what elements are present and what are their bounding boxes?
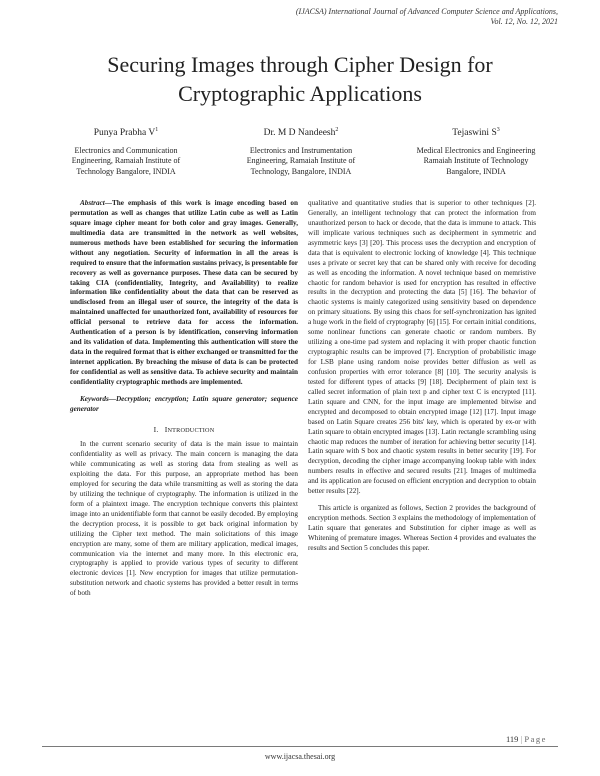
section-heading-introduction: I. INTRODUCTION bbox=[153, 424, 215, 434]
author-affiliation: Medical Electronics and Engineering bbox=[416, 145, 536, 155]
abstract-label: Abstract bbox=[80, 199, 105, 207]
author-affiliation: Bangalore, INDIA bbox=[446, 166, 506, 176]
introduction-paragraph: In the current scenario security of data is the main issue to maintain confidentiality as well as privacy. The main concern is managing the data while communicating as well as storing data from stealing as well as exploiting the data. For this purpose, an appropriate method has been employed for securing the data while transmitting as well as storing the data by utilizing the technique of cryptography. The information is utilized in the form of a plaintext image. The encryption technique converts this plaintext image into an unidentifiable form that cannot be easily decoded. By employing the decryption process, it is possible to get back original information by utilizing the Cipher text method. The main solicitations of this image encryption are many, some of them are military application, medical images, communication via the internet and many more. In this electronic era, cryptography is applied to provide various types of security to different electronic devices [1]. New encryption for images that utilize permutation-substitution network and chaotic systems has provided a better result in terms of both bbox=[70, 440, 298, 598]
author-affiliation: Engineering, Ramaiah Institute of bbox=[71, 156, 181, 166]
author-3 bbox=[392, 127, 560, 177]
author-1 bbox=[42, 127, 210, 177]
right-column bbox=[308, 199, 536, 554]
author-affiliation: Technology Bangalore, INDIA bbox=[76, 166, 176, 176]
author-affiliation: Technology, Bangalore, INDIA bbox=[250, 166, 352, 176]
paper-title bbox=[40, 51, 560, 108]
author-affiliation: Electronics and Communication bbox=[74, 145, 178, 155]
footer-url: www.ijacsa.thesai.org bbox=[264, 752, 336, 761]
abstract bbox=[70, 199, 298, 388]
author-affiliation: Electronics and Instrumentation bbox=[249, 145, 353, 155]
left-column bbox=[70, 199, 298, 599]
footer-divider bbox=[42, 746, 558, 747]
author-name: Punya Prabha $V^1$ bbox=[93, 127, 159, 139]
journal-name: (IJACSA) International Journal of Advanced Computer Science and Applications, bbox=[295, 7, 558, 16]
introduction-paragraph-continued: qualitative and quantitative studies that is superior to other techniques [2]. Generally, an intelligent technology that can protect the information from unauthorized person to hack or decode, that the data is immune to attack. This will implicate various techniques such as decipherment in symmetric and asymmetric keys [3] [20]. This process uses the decryption and encryption of data that is equivalent to electronic locking of knowledge [4]. This technique uses a private or secret key that can be shared only with receive for decoding as well as encoding the information. A novel technique based on memristive chaotic for random behavior is used for encryption has resulted in effective results in the decryption and protecting the data [5] [16]. The behavior of chaotic systems is mainly categorized using sensitivity based on dependence on primary situations. By using this chaos for self-synchronization has ignited a huge work in the field of cryptography [6] [15]. For certain initial conditions, some nonlinear functions can generate chaotic or random numbers. By utilizing a one-time pad system and replacing it with proper chaotic function cryptographic results can be improved [7]. Encryption of probabilistic image for LSB plane using random noise provides better diffusion as well as confusion properties with error tolerance [8] [10]. The security analysis is tested for different types of attacks [9] [18]. Decipherment of plain text is called secret information of plain text p and cipher text C is encrypted [11]. Latin square and CNN, for the input image are implemented bitwise and encrypted and decomposed to obtain encrypted image [12] [17]. Input image based on Latin Square creates 256 bits' key, which is operated by ex-or with Latin square to obtain encrypted images [13]. Latin rectangle scrambling using chaotic map reduces the number of iteration for achieving better security [14]. Latin square with S box and chaotic system results in better security [19]. For decryption, decoding the cipher image accompanying lookup table with index numbers results in effective and secured results [21]. Images of multimedia and its application are focused on efficient encryption and decryption to obtain better results [22]. bbox=[308, 199, 536, 496]
author-affiliation: Ramaiah Institute of Technology bbox=[423, 156, 529, 166]
keywords: Keywords—Decryption; encryption; Latin square generator; sequence generator bbox=[70, 394, 298, 413]
abstract-text: —The emphasis of this work is image encoding based on permutation as well as changes that utilize Latin cube as well as Latin square image cipher meant for both color and gray images. Generally, multimedia data are transmitted in the network as well websites, numerous methods have been established for securing the information without any negotiation. Security of information in all the areas is required to ensure that the information sustains privacy, is presentable for recovery as well as governance purposes. These data can be secured by taking CIA (confidentiality, Integrity, and Availability) to realize information like confidentiality about the data that can be reserved as undisclosed from an illegal user of source, the integrity of the data is maintained unaffected for unauthorized font, availability of resources for official personal to retrieve data for access the information. Authentication of a person is by identification, conserving information and its validation of data. Implementing this authentication will store the data in the required format that is either exchanged or transmitted for the internet application. By breaching the misuse of data is can be protected for confidential as well as sensitive data. To achieve security and maintain confidentiality cryptographic methods are implemented. bbox=[70, 199, 298, 386]
organization-paragraph: This article is organized as follows, Section 2 provides the background of encryption methods. Section 3 explains the methodology of implementation of Latin square that generates and Substitution for cipher image as well as Whitening of premature images. Whereas Section 4 provides and evaluates the results and Section 5 concludes this paper. bbox=[308, 504, 536, 552]
journal-header bbox=[178, 7, 558, 27]
author-2 bbox=[217, 127, 385, 177]
page-number: 119 | Page bbox=[506, 734, 547, 744]
author-name: Tejaswini $S^3$ bbox=[452, 127, 500, 139]
journal-volume: Vol. 12, No. 12, 2021 bbox=[490, 17, 558, 26]
title-line-1: Securing Images through Cipher Design for bbox=[107, 52, 493, 77]
author-affiliation: Engineering, Ramaiah Institute of bbox=[246, 156, 356, 166]
author-name: Dr. M D Nandeesh$^2$ bbox=[263, 127, 339, 139]
title-line-2: Cryptographic Applications bbox=[178, 80, 422, 106]
author-block bbox=[42, 127, 560, 177]
